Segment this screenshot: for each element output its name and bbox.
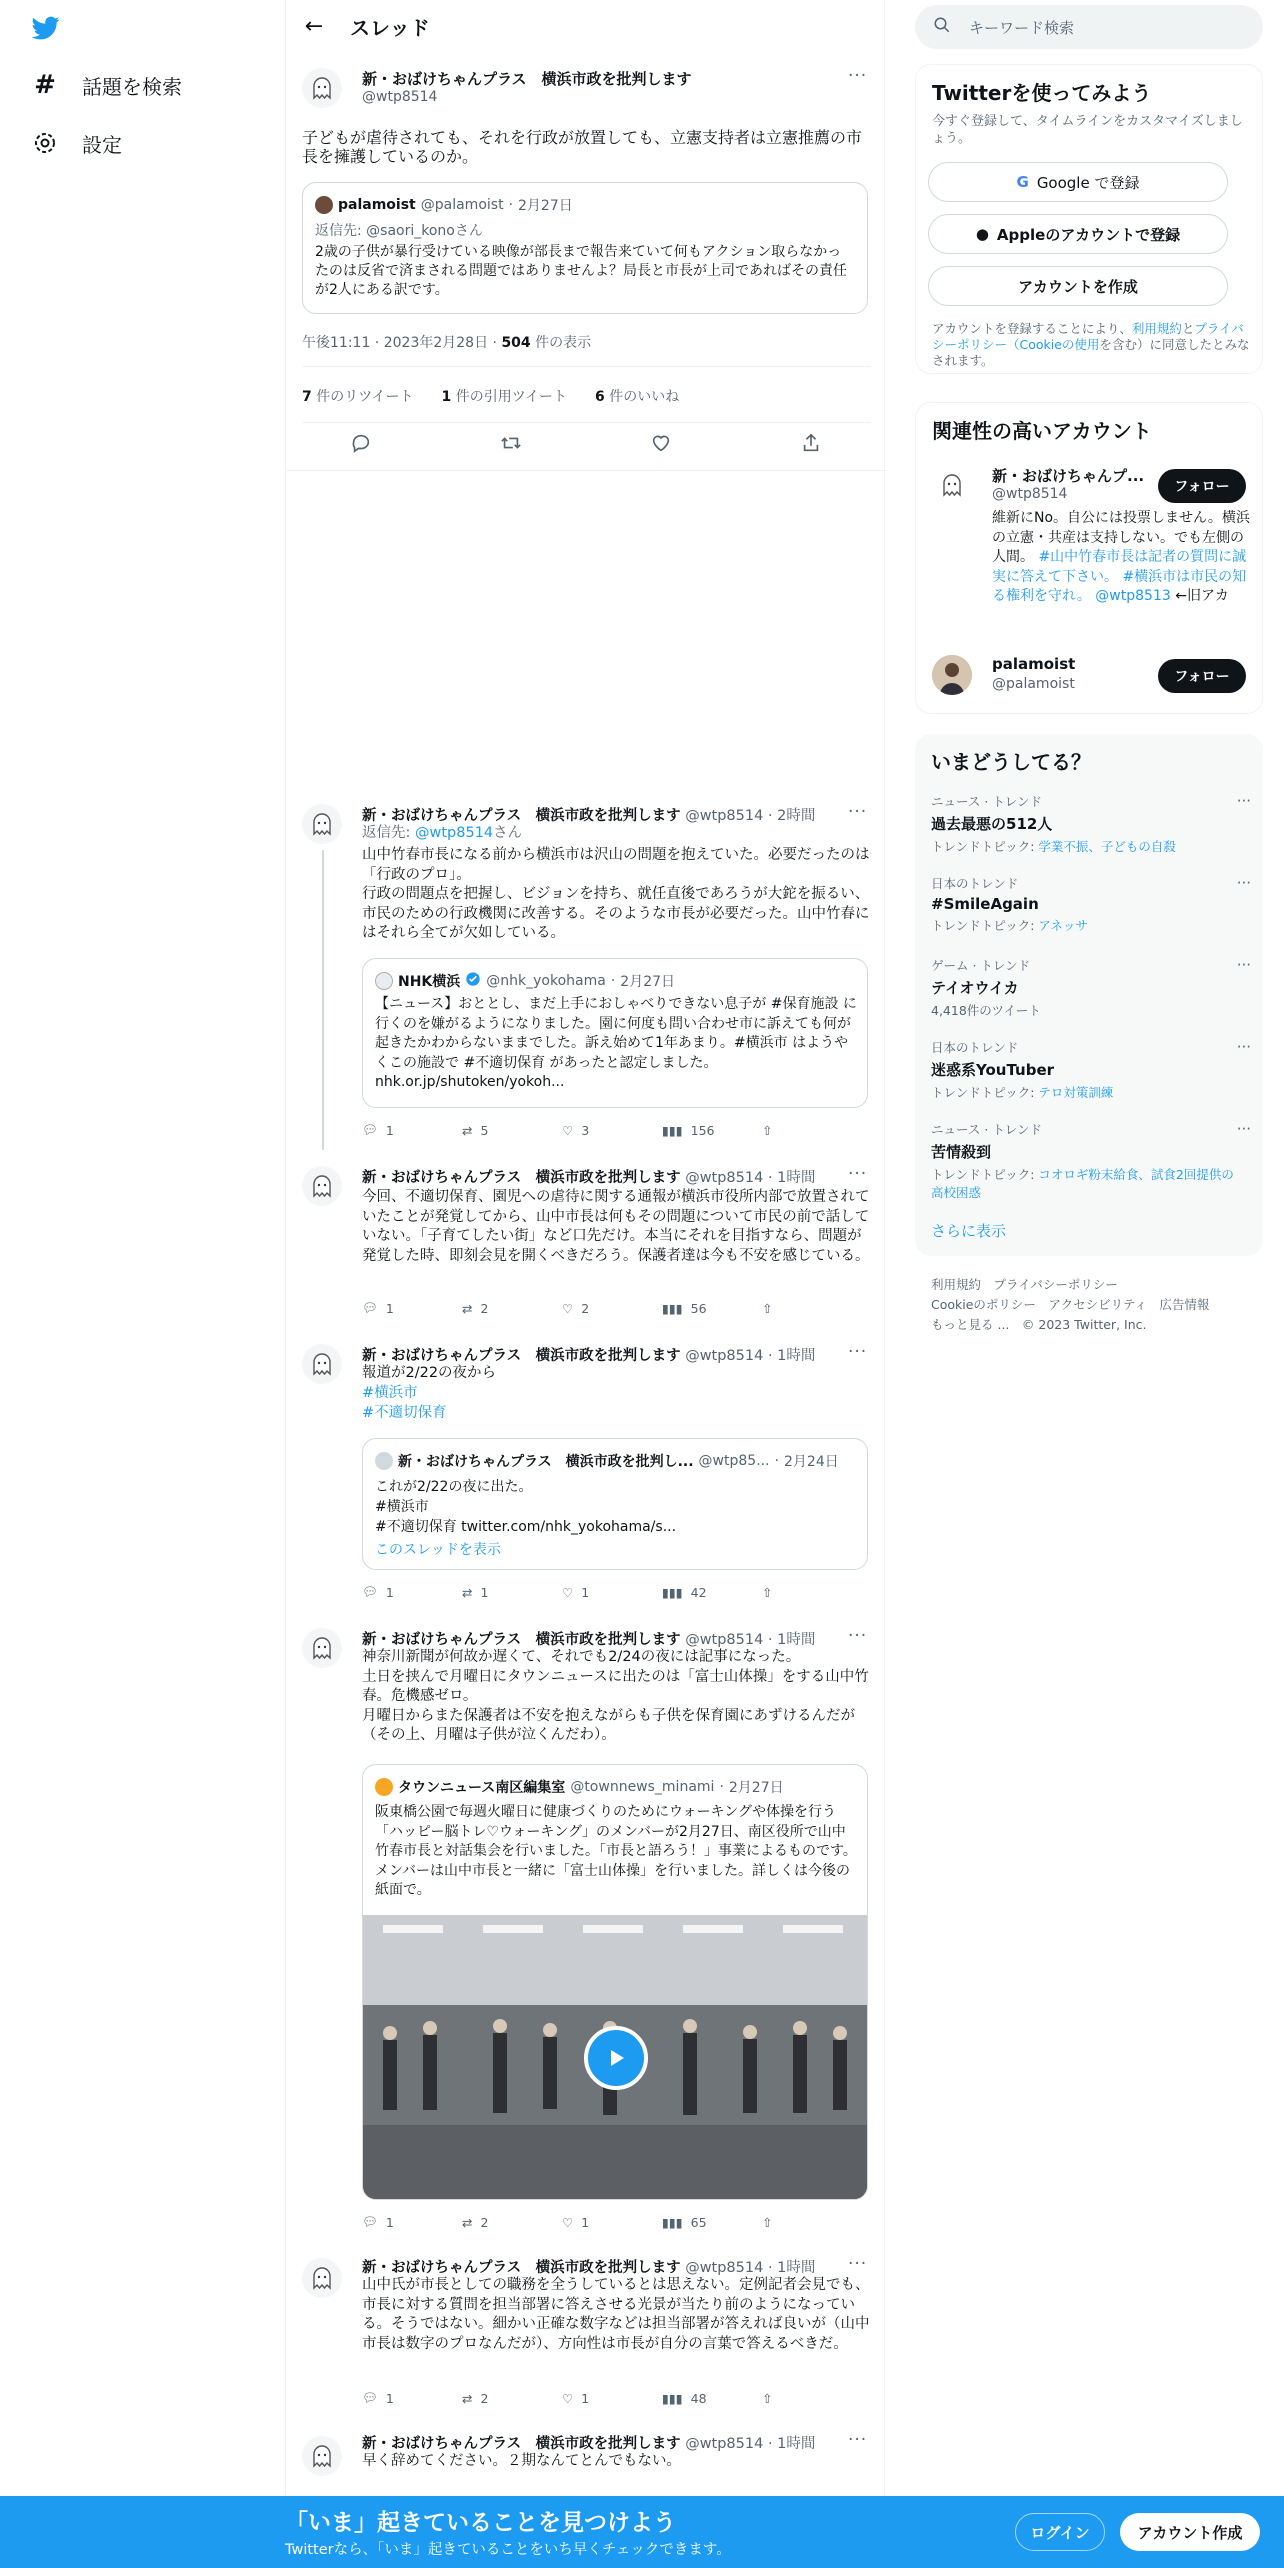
retweets-stat[interactable]: 7 件のリツイート: [302, 389, 414, 405]
more-options-icon[interactable]: ···: [848, 2254, 868, 2274]
share-button[interactable]: [762, 1300, 772, 1316]
trend-category: ニュース · トレンド: [931, 794, 1042, 809]
reply-to-prefix: 返信先:: [315, 223, 367, 239]
quote-text: 阪東橋公園で毎週火曜日に健康づくりのためにウォーキングや体操を行う「ハッピー脳トレ♡ウォーキング」のメンバーが2月27日、南区役所で山中竹春市長と対話集会を行いました。「市長と語ろう！」事業によるものです。メンバーは山中市長と一緒に「富士山体操」を行いました。詳しくは今後の紙面で。: [375, 1804, 857, 1898]
avatar[interactable]: [302, 1344, 342, 1384]
ghost-avatar-icon: [302, 2436, 342, 2476]
reply-icon: 💬︎: [362, 1584, 378, 1599]
profile-photo-image: [932, 655, 972, 695]
reply-icon: 💬︎: [362, 1300, 378, 1315]
divider: [302, 422, 870, 423]
more-options-icon[interactable]: ···: [848, 1626, 868, 1646]
reply-action-bar: [362, 1584, 772, 1600]
avatar[interactable]: [302, 1628, 342, 1668]
ghost-avatar-icon: [302, 1344, 342, 1384]
reply-text: 山中竹春市長になる前から横浜市は沢山の問題を抱えていた。必要だったのは「行政のプロ」。 行政の問題点を把握し、ビジョンを持ち、就任直後であろうが大鉈を振るい、市民のための行政機関に改善する。そのような市長が必要だった。山中竹春にはそれら全てが欠如している。: [362, 847, 870, 941]
mention-link[interactable]: @wtp8513: [1095, 588, 1171, 604]
search-bar[interactable]: [915, 5, 1263, 49]
signup-subtitle: 今すぐ登録して、タイムラインをカスタマイズしましょう。: [932, 114, 1243, 146]
hashtag-icon: #: [34, 70, 56, 100]
apple-signup-label: Appleのアカウントで登録: [996, 225, 1181, 244]
hashtag-link[interactable]: #横浜市は市民の知る権利を守れ。: [992, 568, 1247, 604]
views-button[interactable]: ▮▮▮ 156: [662, 1122, 715, 1138]
search-input[interactable]: キーワード検索: [969, 18, 1075, 37]
retweet-button[interactable]: ⇄ 1: [462, 1584, 489, 1600]
avatar: [315, 196, 333, 214]
left-navigation: [0, 0, 285, 2568]
views-count: 504: [501, 335, 531, 351]
quote-author-name: NHK横浜: [398, 974, 461, 990]
views-icon: ▮▮▮: [662, 1300, 683, 1316]
bottom-bar-title: 「いま」起きていることを見つけよう: [285, 2510, 676, 2536]
footer-accessibility-link[interactable]: アクセシビリティ: [1048, 1297, 1147, 1312]
gear-icon: [30, 128, 60, 158]
trend-item[interactable]: [931, 1120, 1251, 1201]
tweet-stats: [302, 386, 679, 406]
reply-time[interactable]: 2時間: [777, 808, 816, 824]
author-name[interactable]: 新・おばけちゃんプラス 横浜市政を批判します: [362, 70, 692, 88]
reply-icon: 💬︎: [362, 2214, 378, 2229]
footer-ads-link[interactable]: 広告情報: [1159, 1297, 1210, 1312]
trend-category: 日本のトレンド: [931, 876, 1019, 891]
reply-to: [315, 220, 483, 240]
reply-button[interactable]: 💬︎ 1: [362, 2214, 394, 2230]
retweet-button[interactable]: ⇄ 5: [462, 1122, 489, 1138]
quotes-stat[interactable]: 1 件の引用ツイート: [441, 389, 567, 405]
avatar[interactable]: [932, 655, 972, 695]
reply-to-handle[interactable]: @saori_konoさん: [366, 223, 483, 239]
trend-category: 日本のトレンド: [931, 1040, 1019, 1055]
like-button[interactable]: ♡ 1: [562, 1584, 590, 1600]
thread-line: [322, 850, 324, 1150]
share-button[interactable]: [762, 1584, 772, 1600]
reply-header: 新・おばけちゃんプラス 横浜市政を批判します @wtp8514 · 1時間: [362, 1348, 816, 1364]
reply-author-handle[interactable]: @wtp8514: [685, 1170, 764, 1186]
signup-title: Twitterを使ってみよう: [932, 81, 1152, 105]
reply-header: 新・おばけちゃんプラス 横浜市政を批判します @wtp8514 · 2時間: [362, 808, 816, 824]
like-icon: ♡: [562, 1300, 574, 1316]
reply-author-handle[interactable]: @wtp8514: [685, 1348, 764, 1364]
share-icon: ⇧: [762, 1122, 773, 1138]
footer-links: [931, 1275, 1261, 1335]
quote-author-handle: @townnews_minami: [570, 1779, 715, 1795]
ghost-avatar-icon: [302, 68, 342, 108]
quote-text: 【ニュース】おととし、まだ上手におしゃべりできない息子が #保育施設 に行くのを嫌がるようになりました。園に何度も問い合わせ市に訴えても何が起きたかわからないままでした。訴え始めて1年あまり。#横浜市 はようやくこの施設で #不適切保育 があったと認定しました。nhk.or.jp/shutoken/yokoh...: [375, 996, 857, 1090]
avatar[interactable]: [932, 465, 972, 505]
avatar[interactable]: [302, 68, 342, 108]
quote-author-handle: @wtp85...: [698, 1453, 770, 1469]
quote-author-handle: @nhk_yokohama: [486, 973, 606, 989]
reply-time[interactable]: 1時間: [777, 1348, 816, 1364]
reply-time[interactable]: 1時間: [777, 2436, 816, 2452]
google-icon: G: [1016, 173, 1029, 191]
trend-name: 過去最悪の512人: [931, 815, 1053, 833]
avatar[interactable]: [302, 2436, 342, 2476]
avatar: [375, 1778, 393, 1796]
share-button[interactable]: [762, 1122, 772, 1138]
views-button[interactable]: ▮▮▮ 65: [662, 2214, 707, 2230]
nav-settings-label: 設定: [82, 132, 122, 157]
bottom-bar-subtitle: Twitterなら、「いま」起きていることをいち早くチェックできます。: [285, 2542, 731, 2558]
reply-header: 新・おばけちゃんプラス 横浜市政を批判します @wtp8514 · 1時間: [362, 2260, 816, 2276]
trend-item[interactable]: [931, 792, 1251, 855]
more-options-icon[interactable]: ···: [1236, 874, 1251, 892]
reply-text: 報道が2/22の夜から: [362, 1365, 497, 1381]
views-button[interactable]: ▮▮▮ 56: [662, 1300, 707, 1316]
retweet-button[interactable]: ⇄ 2: [462, 2390, 489, 2406]
create-account-label: アカウントを作成: [1018, 277, 1138, 296]
retweet-icon: ⇄: [462, 2214, 473, 2230]
retweet-button[interactable]: ⇄ 2: [462, 2214, 489, 2230]
reply-author-name[interactable]: 新・おばけちゃんプラス 横浜市政を批判します: [362, 2436, 681, 2452]
account-bio: [992, 509, 1254, 607]
reply-author-name[interactable]: 新・おばけちゃんプラス 横浜市政を批判します: [362, 808, 681, 824]
terms-link[interactable]: 利用規約: [1131, 321, 1182, 336]
more-options-icon[interactable]: ···: [848, 2430, 868, 2450]
tweet-date[interactable]: 2023年2月28日: [383, 335, 489, 351]
quoted-tweet[interactable]: 新・おばけちゃんプラス 横浜市政を批判し... @wtp85... · 2月24日 これが2/22の夜に出た。 #横浜市 #不適切保育 twitter.com/nhk_yokohama/s... このスレッドを表示: [362, 1438, 868, 1570]
retweet-icon[interactable]: [500, 432, 522, 462]
like-icon: ♡: [562, 1122, 574, 1138]
quote-date: 2月27日: [620, 974, 676, 990]
reply-author-handle[interactable]: @wtp8514: [685, 808, 764, 824]
tweet-action-bar: [286, 432, 886, 462]
play-icon[interactable]: [584, 2026, 648, 2090]
nav-settings[interactable]: [30, 128, 122, 158]
reply-button[interactable]: 💬︎ 1: [362, 1584, 394, 1600]
footer-privacy-link[interactable]: プライバシーポリシー: [993, 1277, 1118, 1292]
share-icon[interactable]: [800, 432, 822, 462]
footer-cookie-link[interactable]: Cookieのポリシー: [931, 1297, 1036, 1312]
like-icon: ♡: [562, 2214, 574, 2230]
bio-text: ←旧アカ: [1175, 588, 1229, 604]
avatar[interactable]: [302, 2258, 342, 2298]
reply-author-name[interactable]: 新・おばけちゃんプラス 横浜市政を批判します: [362, 1632, 681, 1648]
page-title: スレッド: [350, 16, 430, 40]
like-button[interactable]: ♡ 1: [562, 2390, 590, 2406]
reply-to-prefix: 返信先:: [362, 825, 415, 841]
divider: [302, 366, 870, 367]
retweet-icon: ⇄: [462, 1584, 473, 1600]
legal-text: アカウントを登録することにより、: [932, 321, 1132, 336]
nav-explore-label: 話題を検索: [82, 74, 182, 99]
hashtag-link[interactable]: #横浜市: [362, 1385, 418, 1401]
ghost-avatar-icon: [302, 2258, 342, 2298]
trend-sub: トレンドトピック: コオロギ粉末給食、試食2回提供の高校困惑: [931, 1167, 1234, 1200]
trends-card: [915, 734, 1263, 1256]
reply-to-suffix: さん: [493, 825, 523, 841]
likes-stat[interactable]: 6 件のいいね: [595, 389, 680, 405]
follow-button[interactable]: フォロー: [1158, 469, 1246, 503]
author-handle[interactable]: @wtp8514: [362, 89, 438, 105]
reply-time[interactable]: 1時間: [777, 1170, 816, 1186]
trend-category: ニュース · トレンド: [931, 1122, 1042, 1137]
trend-name: #SmileAgain: [931, 895, 1039, 913]
signup-card: [915, 64, 1263, 374]
tweet-timestamp: 午後11:11 · 2023年2月28日 · 504 件の表示: [302, 335, 592, 351]
retweet-button[interactable]: ⇄ 2: [462, 1300, 489, 1316]
more-options-icon[interactable]: ···: [848, 1342, 868, 1362]
google-signup-label: Google で登録: [1036, 173, 1140, 192]
trend-sub: トレンドトピック: 学業不振、子どもの自殺: [931, 839, 1176, 854]
nav-explore[interactable]: [30, 70, 182, 100]
like-icon: ♡: [562, 2390, 574, 2406]
reply-to: [362, 824, 870, 844]
more-options-icon[interactable]: ···: [848, 66, 868, 86]
views-button[interactable]: ▮▮▮ 48: [662, 2390, 707, 2406]
like-button[interactable]: ♡ 3: [562, 1122, 590, 1138]
reply-icon[interactable]: [350, 432, 372, 462]
like-icon[interactable]: [650, 432, 672, 462]
reply-action-bar: [362, 2390, 772, 2406]
avatar[interactable]: [302, 1166, 342, 1206]
reply-button[interactable]: 💬︎ 1: [362, 2390, 394, 2406]
reply-author-name[interactable]: 新・おばけちゃんプラス 横浜市政を批判します: [362, 1348, 681, 1364]
reply-time[interactable]: 1時間: [777, 1632, 816, 1648]
reply-author-name[interactable]: 新・おばけちゃんプラス 横浜市政を批判します: [362, 2260, 681, 2276]
ghost-avatar-icon: [302, 1166, 342, 1206]
quote-text: これが2/22の夜に出た。 #横浜市 #不適切保育 twitter.com/nhk_yokohama/s...: [375, 1479, 677, 1535]
trend-category: ゲーム · トレンド: [931, 958, 1031, 973]
twitter-logo-icon[interactable]: [30, 14, 64, 44]
create-account-button[interactable]: [928, 266, 1228, 306]
show-more-link[interactable]: さらに表示: [931, 1222, 1007, 1240]
google-signup-button[interactable]: [928, 162, 1228, 202]
trend-item[interactable]: [931, 874, 1251, 934]
quote-author-name: タウンニュース南区編集室: [398, 1780, 566, 1796]
quoted-tweet[interactable]: palamoist @palamoist · 2月27日 返信先: @saori_konoさん 2歳の子供が暴行受けている映像が部長まで報告来ていて何もアクション取らなかったのは反省で済まされる問題ではありませんよ？局長と市長が上司であればその責任が2人にある訳です。: [302, 182, 868, 314]
legal-text: と: [1181, 321, 1195, 336]
back-arrow-icon[interactable]: ←: [304, 14, 324, 39]
reply-author-handle[interactable]: @wtp8514: [685, 2260, 764, 2276]
quoted-tweet[interactable]: NHK横浜 @nhk_yokohama · 2月27日 【ニュース】おととし、まだ上手におしゃべりできない息子が #保育施設 に行くのを嫌がるようになりました。園に何度も問い合わせ市に訴えても何が起きたかわからないままでした。訴え始めて1年あまり。#横浜市 はようやくこの施設で #不適切保育 があったと認定しました。nhk.or.jp/shutoken/yokoh...: [362, 958, 868, 1108]
more-options-icon[interactable]: ···: [1236, 956, 1251, 974]
account-name[interactable]: 新・おばけちゃんプ...: [992, 467, 1145, 485]
reply-action-bar: [362, 1300, 772, 1316]
views-label: 件の表示: [530, 335, 592, 351]
legal-text: を含む）に同意したとみなされます。: [932, 337, 1250, 368]
reply-header: 新・おばけちゃんプラス 横浜市政を批判します @wtp8514 · 1時間: [362, 1632, 816, 1648]
share-icon: ⇧: [762, 2390, 773, 2406]
divider: [286, 470, 886, 471]
verified-badge-icon: [465, 971, 481, 991]
quoted-tweet[interactable]: タウンニュース南区編集室 @townnews_minami · 2月27日 阪東橋公園で毎週火曜日に健康づくりのためにウォーキングや体操を行う「ハッピー脳トレ♡ウォーキング」のメンバーが2月27日、南区役所で山中竹春市長と対話集会を行いました。「市長と語ろう！」事業によるものです。メンバーは山中市長と一緒に「富士山体操」を行いました。詳しくは今後の紙面で。: [362, 1764, 868, 2200]
quote-text: 2歳の子供が暴行受けている映像が部長まで報告来ていて何もアクション取らなかったのは反省で済まされる問題ではありませんよ？局長と市長が上司であればその責任が2人にある訳です。: [315, 244, 847, 298]
retweet-icon: ⇄: [462, 1300, 473, 1316]
reply-author-name[interactable]: 新・おばけちゃんプラス 横浜市政を批判します: [362, 1170, 681, 1186]
more-options-icon[interactable]: ···: [1236, 1038, 1251, 1056]
like-icon: ♡: [562, 1584, 574, 1600]
trends-title: いまどうしてる？: [931, 750, 1091, 774]
reply-text: 早く辞めてください。２期なんてとんでもない。: [362, 2453, 681, 2469]
reply-text: 山中氏が市長としての職務を全うしているとは思えない。定例記者会見でも、市長に対する質問を担当部署に答えさせる光景が当たり前のようになっている。そうではない。細かい正確な数字などは担当部署が答えれば良いが（山中市長は数字のプロなんだが）、方向性は市長が自分の言葉で答えるべきだ。: [362, 2277, 870, 2352]
avatar: [375, 972, 393, 990]
trend-name: 苦情殺到: [931, 1143, 992, 1161]
ghost-avatar-icon: [302, 1628, 342, 1668]
hashtag-link[interactable]: #不適切保育: [362, 1405, 447, 1421]
share-icon: ⇧: [762, 2214, 773, 2230]
share-icon: ⇧: [762, 1584, 773, 1600]
like-button[interactable]: ♡ 1: [562, 2214, 590, 2230]
tweet-text: 子どもが虐待されても、それを行政が放置しても、立憲支持者は立憲推薦の市長を擁護しているのか。: [302, 128, 863, 166]
reply-action-bar: [362, 1122, 772, 1138]
related-accounts-card: [915, 402, 1263, 714]
related-title: 関連性の高いアカウント: [932, 419, 1152, 443]
quote-date: 2月27日: [728, 1780, 784, 1796]
retweet-icon: ⇄: [462, 1122, 473, 1138]
reply-to-handle[interactable]: @wtp8514: [415, 825, 494, 841]
quote-author-name: palamoist: [338, 197, 416, 213]
privacy-link[interactable]: プライバシーポリシー（Cookieの使用: [932, 321, 1244, 352]
more-options-icon[interactable]: ···: [1236, 792, 1251, 810]
show-thread-link[interactable]: このスレッドを表示: [375, 1542, 501, 1558]
account-name[interactable]: palamoist: [992, 655, 1076, 673]
avatar[interactable]: [302, 804, 342, 844]
views-icon: ▮▮▮: [662, 2390, 683, 2406]
reply-header: 新・おばけちゃんプラス 横浜市政を批判します @wtp8514 · 1時間: [362, 2436, 816, 2452]
quote-date: 2月24日: [784, 1454, 839, 1470]
account-handle[interactable]: @palamoist: [992, 676, 1075, 692]
more-options-icon[interactable]: ···: [848, 802, 868, 822]
bottom-signup-bar: [0, 2496, 1284, 2568]
tweet-time[interactable]: 午後11:11: [302, 335, 371, 351]
account-handle[interactable]: @wtp8514: [992, 486, 1068, 502]
search-icon: [933, 16, 951, 38]
reply-button[interactable]: 💬︎ 1: [362, 1122, 394, 1138]
avatar: [375, 1452, 393, 1470]
thread-column: [285, 0, 885, 2568]
signup-button[interactable]: アカウント作成: [1120, 2513, 1260, 2551]
reply-header: 新・おばけちゃんプラス 横浜市政を批判します @wtp8514 · 1時間: [362, 1170, 816, 1186]
trend-sub: 4,418件のツイート: [931, 1003, 1041, 1018]
reply-author-handle[interactable]: @wtp8514: [685, 2436, 764, 2452]
quote-author-name: 新・おばけちゃんプラス 横浜市政を批判し...: [398, 1454, 694, 1470]
apple-signup-button[interactable]: [928, 214, 1228, 254]
like-button[interactable]: ♡ 2: [562, 1300, 590, 1316]
signup-legal: [932, 321, 1252, 369]
more-options-icon[interactable]: ···: [1236, 1120, 1251, 1138]
trend-name: テイオウイカ: [931, 979, 1019, 997]
reply-icon: 💬︎: [362, 1122, 378, 1137]
trend-sub: トレンドトピック: テロ対策訓練: [931, 1085, 1114, 1100]
share-button[interactable]: [762, 2214, 772, 2230]
retweet-icon: ⇄: [462, 2390, 473, 2406]
reply-time[interactable]: 1時間: [777, 2260, 816, 2276]
share-icon: ⇧: [762, 1300, 773, 1316]
reply-text: 今回、不適切保育、園児への虐待に関する通報が横浜市役所内部で放置されていたことが発覚してから、山中市長は何もその問題について市民の前で話していない。「子育てしたい街」など口先だけ。本当にそれを目指すなら、問題が発覚した時、即刻会見を開くべきだろう。保護者達は今も不安を感じている。: [362, 1189, 870, 1264]
trend-item[interactable]: [931, 1038, 1251, 1101]
follow-button[interactable]: フォロー: [1158, 659, 1246, 693]
footer-more-link[interactable]: もっと見る ...: [931, 1317, 1010, 1332]
views-button[interactable]: ▮▮▮ 42: [662, 1584, 707, 1600]
video-thumbnail[interactable]: [363, 1915, 868, 2200]
footer-terms-link[interactable]: 利用規約: [931, 1277, 982, 1292]
copyright: © 2023 Twitter, Inc.: [1021, 1317, 1147, 1332]
views-icon: ▮▮▮: [662, 2214, 683, 2230]
share-button[interactable]: [762, 2390, 772, 2406]
hashtag-link[interactable]: #山中竹春市長は記者の質問に誠実に答えて下さい。: [992, 549, 1247, 585]
bio-text: 維新にNo。自公には投票しません。横浜の立憲・共産は支持しない。でも左側の人間。: [992, 510, 1250, 565]
reply-text: 神奈川新聞が何故か遅くて、それでも2/24の夜には記事になった。 土日を挟んで月曜日にタウンニュースに出たのは「富士山体操」をする山中竹春。危機感ゼロ。 月曜日からまた保護者は不安を抱えながらも子供を保育園にあずけるんだが（その上、月曜は子供が泣くんだわ）。: [362, 1649, 869, 1743]
apple-icon: ●: [975, 225, 989, 243]
trend-name: 迷惑系YouTuber: [931, 1061, 1055, 1079]
trend-sub: トレンドトピック: アネッサ: [931, 918, 1088, 933]
reply-icon: 💬︎: [362, 2390, 378, 2405]
ghost-avatar-icon: [932, 465, 972, 505]
login-button[interactable]: ログイン: [1015, 2513, 1105, 2551]
views-icon: ▮▮▮: [662, 1584, 683, 1600]
thread-header: [286, 0, 886, 53]
quote-author-handle: @palamoist: [420, 197, 504, 213]
quote-date: 2月27日: [518, 198, 573, 214]
ghost-avatar-icon: [302, 804, 342, 844]
reply-author-handle[interactable]: @wtp8514: [685, 1632, 764, 1648]
reply-action-bar: [362, 2214, 772, 2230]
views-icon: ▮▮▮: [662, 1122, 683, 1138]
trend-item[interactable]: [931, 956, 1251, 1019]
reply-button[interactable]: 💬︎ 1: [362, 1300, 394, 1316]
more-options-icon[interactable]: ···: [848, 1164, 868, 1184]
